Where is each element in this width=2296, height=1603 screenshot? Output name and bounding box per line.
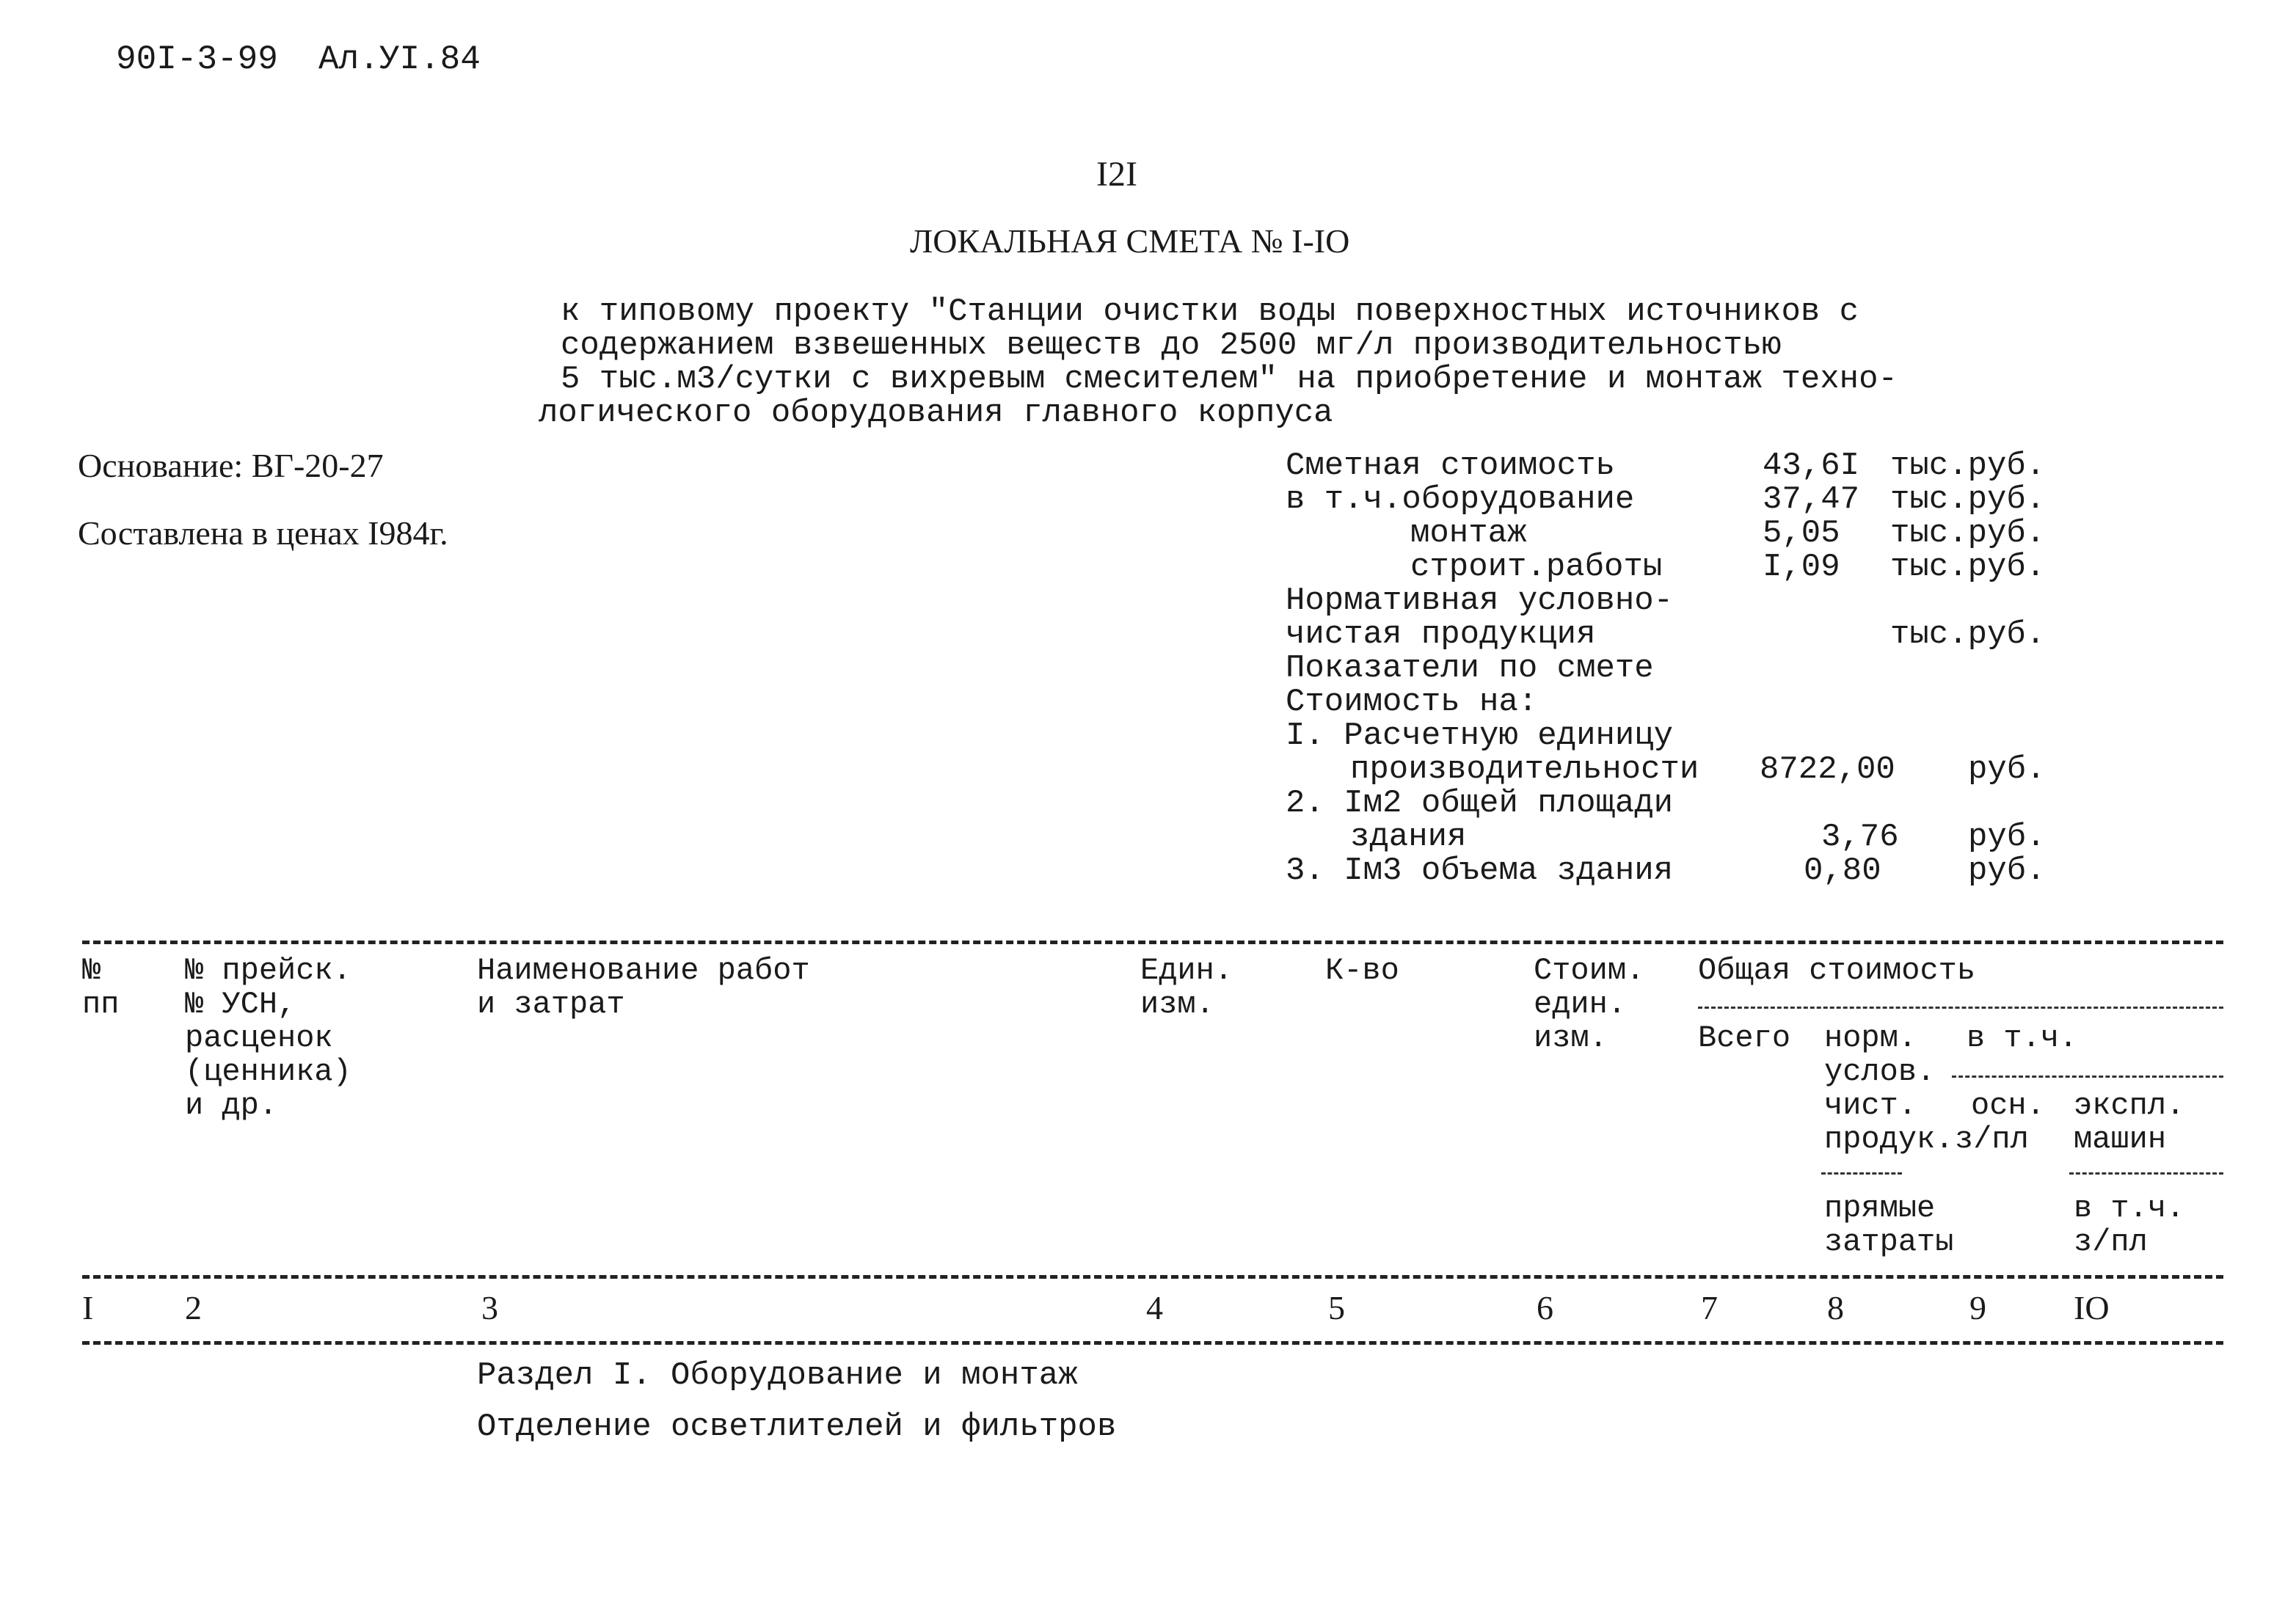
group-rule (1698, 1007, 2223, 1009)
summary-value: 43,6I (1763, 448, 1860, 484)
numbers-bottom-rule (82, 1341, 2223, 1345)
document-code: 90I-3-99 Ал.УI.84 (116, 40, 481, 78)
summary-label: 2. Iм2 общей площади (1286, 785, 1674, 822)
page-number: I2I (1096, 155, 1137, 194)
summary-label: Стоимость на: (1286, 684, 1538, 720)
summary-label: строит.работы (1410, 549, 1663, 585)
summary-label: чистая продукция (1286, 616, 1596, 653)
subtitle-line: содержанием взвешенных веществ до 2500 мг/л производительностью (561, 327, 1782, 364)
col9-header-line: з/пл (1955, 1122, 2029, 1157)
col10-header-line: экспл. (2074, 1088, 2185, 1123)
vtch-header: в т.ч. (1967, 1020, 2078, 1056)
col8-header-line: чист. (1824, 1088, 1917, 1123)
column-number: 6 (1537, 1289, 1553, 1326)
summary-label: здания (1350, 819, 1467, 855)
summary-label: 3. Iм3 объема здания (1286, 852, 1674, 889)
summary-value: I,09 (1763, 549, 1840, 585)
summary-label: производительности (1350, 751, 1699, 788)
col8b-header-line: прямые (1824, 1191, 1936, 1226)
col3-header-line: и затрат (477, 987, 625, 1022)
col3-header-line: Наименование работ (477, 953, 810, 988)
summary-unit: тыс.руб. (1890, 448, 2046, 484)
column-number: 8 (1827, 1289, 1844, 1326)
column-number: 9 (1969, 1289, 1986, 1326)
basis-text: Основание: ВГ-20-27 (78, 447, 384, 484)
column-number: 7 (1701, 1289, 1718, 1326)
col6-header-line: Стоим. (1534, 953, 1645, 988)
col6-header-line: изм. (1534, 1020, 1608, 1056)
column-number: 5 (1328, 1289, 1345, 1326)
column-number: IO (2074, 1289, 2110, 1326)
col1-header-line: пп (82, 987, 120, 1022)
header-bottom-rule (82, 1275, 2223, 1279)
summary-value: 3,76 (1821, 819, 1899, 855)
col8-header-line: норм. (1824, 1020, 1917, 1056)
col4-header-line: изм. (1140, 987, 1214, 1022)
summary-label: Нормативная условно- (1286, 583, 1674, 619)
group-header: Общая стоимость (1698, 953, 1976, 988)
subsection-title: Отделение осветлителей и фильтров (477, 1409, 1117, 1445)
subtitle-line: логического оборудования главного корпуса (539, 395, 1333, 431)
column-number: I (82, 1289, 94, 1326)
vtch-rule (1952, 1076, 2223, 1078)
summary-unit: тыс.руб. (1890, 481, 2046, 518)
summary-label: Показатели по смете (1286, 650, 1654, 687)
summary-label: в т.ч.оборудование (1286, 481, 1635, 518)
summary-value: 5,05 (1763, 515, 1840, 552)
summary-label: I. Расчетную единицу (1286, 717, 1674, 754)
summary-unit: тыс.руб. (1890, 549, 2046, 585)
col10b-header-line: з/пл (2074, 1224, 2148, 1260)
summary-unit: тыс.руб. (1890, 515, 2046, 552)
col5-header-line: К-во (1325, 953, 1399, 988)
col2-header-line: расценок (185, 1020, 333, 1056)
section-title: Раздел I. Оборудование и монтаж (477, 1357, 1078, 1394)
subtitle-line: 5 тыс.м3/сутки с вихревым смесителем" на приобретение и монтаж техно- (561, 361, 1898, 398)
summary-unit: руб. (1968, 751, 2046, 788)
summary-unit: руб. (1968, 819, 2046, 855)
col7-header: Всего (1698, 1020, 1791, 1056)
col6-header-line: един. (1534, 987, 1627, 1022)
subtitle-line: к типовому проекту "Станции очистки воды поверхностных источников с (561, 293, 1859, 330)
summary-unit: тыс.руб. (1890, 616, 2046, 653)
summary-value: 0,80 (1804, 852, 1881, 889)
col8-header-line: услов. (1824, 1054, 1936, 1089)
col2-header-line: № прейск. (185, 953, 351, 988)
summary-label: Сметная стоимость (1286, 448, 1615, 484)
col4-header-line: Един. (1140, 953, 1233, 988)
column-number: 3 (481, 1289, 498, 1326)
table-top-rule (82, 941, 2223, 944)
col10b-header-line: в т.ч. (2074, 1191, 2185, 1226)
summary-label: монтаж (1410, 515, 1527, 552)
summary-value: 8722,00 (1760, 751, 1895, 788)
summary-unit: руб. (1968, 852, 2046, 889)
col1-header-line: № (82, 953, 101, 988)
col2-header-line: и др. (185, 1088, 278, 1123)
col10-header-line: машин (2074, 1122, 2167, 1157)
col8-sub-rule (1821, 1172, 1902, 1175)
column-number: 4 (1146, 1289, 1163, 1326)
col2-header-line: № УСН, (185, 987, 296, 1022)
col10-sub-rule (2069, 1172, 2223, 1175)
col2-header-line: (ценника) (185, 1054, 351, 1089)
prices-text: Составлена в ценах I984г. (78, 514, 448, 552)
page-title: ЛОКАЛЬНАЯ СМЕТА № I-IO (910, 222, 1350, 260)
col9-header-line: осн. (1971, 1088, 2045, 1123)
column-number: 2 (185, 1289, 202, 1326)
col8-header-line: продук. (1824, 1122, 1954, 1157)
summary-value: 37,47 (1763, 481, 1860, 518)
col8b-header-line: затраты (1824, 1224, 1954, 1260)
